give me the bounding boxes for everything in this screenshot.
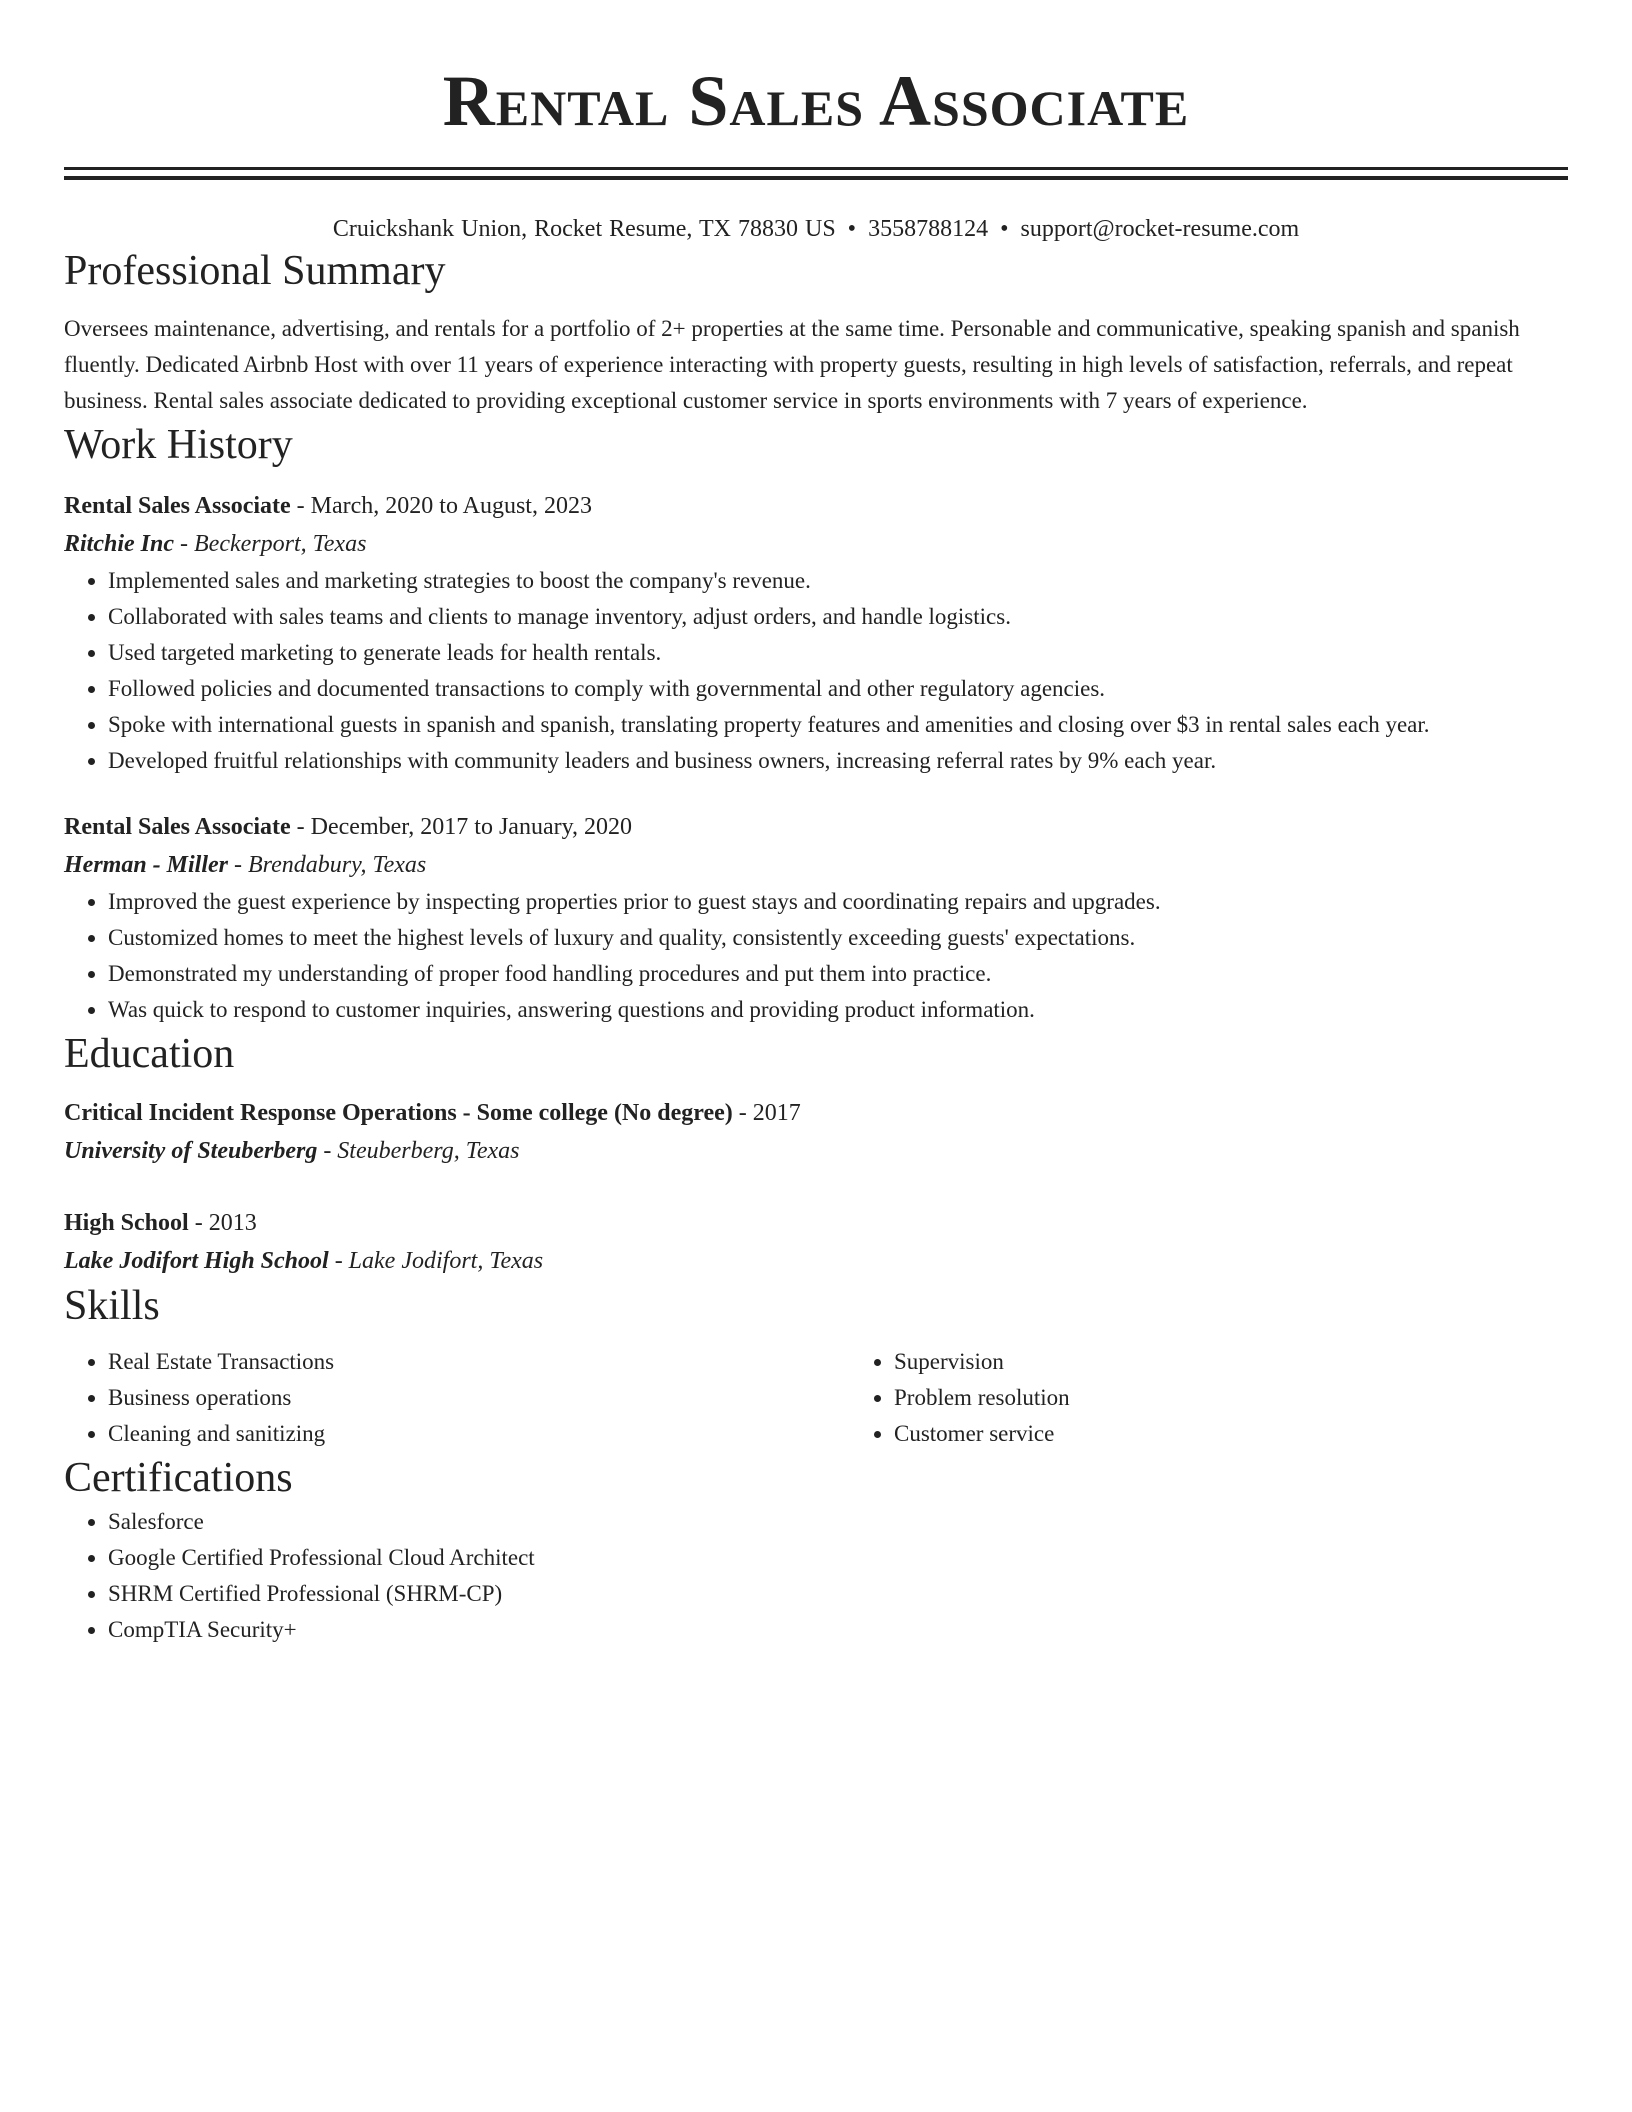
certification-item: • CompTIA Security+: [108, 1612, 1568, 1648]
job-title-line: [64, 808, 1568, 846]
skill-item: • Real Estate Transactions: [108, 1344, 850, 1380]
section-heading-certifications: Certifications: [64, 1455, 293, 1501]
education-location: - Lake Jodifort, Texas: [328, 1248, 544, 1274]
certification-item: • Salesforce: [108, 1504, 1568, 1540]
resume-page: [64, 0, 1568, 1648]
skills-list-left: [64, 1344, 850, 1452]
list-item: • Was quick to respond to customer inquiries, answering questions and providing product information.: [108, 992, 1568, 1028]
header-rule-bottom: [64, 176, 1568, 180]
education-degree: High School: [64, 1210, 189, 1236]
contact-line: [64, 213, 1568, 245]
list-item: • Implemented sales and marketing strategies to boost the company's revenue.: [108, 563, 1568, 599]
job-dates: - December, 2017 to January, 2020: [290, 814, 633, 840]
job-bullet-list: [64, 884, 1568, 1028]
job-company: Herman - Miller: [64, 852, 229, 878]
skill-item: • Business operations: [108, 1380, 850, 1416]
job-location: - Brendabury, Texas: [228, 852, 427, 878]
job-company: Ritchie Inc: [64, 531, 175, 557]
education-degree-line: [64, 1204, 1568, 1242]
job-entry: [64, 487, 1568, 779]
job-title-line: [64, 487, 1568, 525]
job-entry: [64, 808, 1568, 1028]
education-degree-line: [64, 1094, 1568, 1132]
education-year: - 2017: [732, 1100, 801, 1126]
contact-separator: •: [1000, 216, 1009, 242]
list-item: • Developed fruitful relationships with community leaders and business owners, increasing referral rates by 9% each year.: [108, 743, 1568, 779]
job-location: - Beckerport, Texas: [174, 531, 367, 557]
summary-text: Oversees maintenance, advertising, and rentals for a portfolio of 2+ properties at the same time. Personable and communicative, speaking spanish and spanish fluently. Dedicated Airbnb Host with over 11 years of experience interacting with property guests, resulting in high levels of satisfaction, referrals, and repeat business. Rental sales associate dedicated to providing exceptional customer service in sports environments with 7 years of experience.: [64, 316, 1520, 413]
job-dates: - March, 2020 to August, 2023: [290, 493, 592, 519]
list-item: • Followed policies and documented transactions to comply with governmental and other regulatory agencies.: [108, 671, 1568, 707]
contact-address: Cruickshank Union, Rocket Resume, TX 78830 US: [332, 216, 836, 242]
skill-item: • Customer service: [894, 1416, 1632, 1452]
section-heading-skills: Skills: [64, 1283, 160, 1329]
resume-name: Rental Sales Associate: [442, 61, 1190, 141]
section-heading-work-history: Work History: [64, 422, 293, 468]
education-entry: [64, 1094, 1568, 1170]
education-school-line: [64, 1242, 1568, 1280]
education-school: Lake Jodifort High School: [64, 1248, 329, 1274]
list-item: • Spoke with international guests in spanish and spanish, translating property features and amenities and closing over $3 in rental sales each year.: [108, 707, 1568, 743]
job-title: Rental Sales Associate: [64, 493, 291, 519]
section-heading-education: Education: [64, 1031, 235, 1077]
job-company-line: [64, 525, 1568, 563]
list-item: • Collaborated with sales teams and clients to manage inventory, adjust orders, and handle logistics.: [108, 599, 1568, 635]
certification-item: • Google Certified Professional Cloud Architect: [108, 1540, 1568, 1576]
section-heading-summary: Professional Summary: [64, 248, 446, 294]
education-degree: Critical Incident Response Operations - Some college (No degree): [64, 1100, 733, 1126]
education-year: - 2013: [188, 1210, 257, 1236]
list-item: • Demonstrated my understanding of proper food handling procedures and put them into practice.: [108, 956, 1568, 992]
list-item: • Improved the guest experience by inspecting properties prior to guest stays and coordinating repairs and upgrades.: [108, 884, 1568, 920]
education-entry: [64, 1204, 1568, 1280]
skills-list-right: [850, 1344, 1632, 1452]
job-company-line: [64, 846, 1568, 884]
list-item: • Used targeted marketing to generate leads for health rentals.: [108, 635, 1568, 671]
contact-email: support@rocket-resume.com: [1020, 216, 1300, 242]
skill-item: • Cleaning and sanitizing: [108, 1416, 850, 1452]
education-location: - Steuberberg, Texas: [317, 1138, 520, 1164]
certification-item: • SHRM Certified Professional (SHRM-CP): [108, 1576, 1568, 1612]
contact-phone: 3558788124: [868, 216, 989, 242]
list-item: • Customized homes to meet the highest levels of luxury and quality, consistently exceeding guests' expectations.: [108, 920, 1568, 956]
education-school-line: [64, 1132, 1568, 1170]
job-title: Rental Sales Associate: [64, 814, 291, 840]
certifications-list: [64, 1504, 1568, 1648]
skills-grid: [64, 1344, 1568, 1452]
contact-separator: •: [847, 216, 857, 242]
header-rule-top: [64, 167, 1568, 170]
education-school: University of Steuberberg: [64, 1138, 318, 1164]
skill-item: • Problem resolution: [894, 1380, 1632, 1416]
skill-item: • Supervision: [894, 1344, 1632, 1380]
job-bullet-list: [64, 563, 1568, 779]
